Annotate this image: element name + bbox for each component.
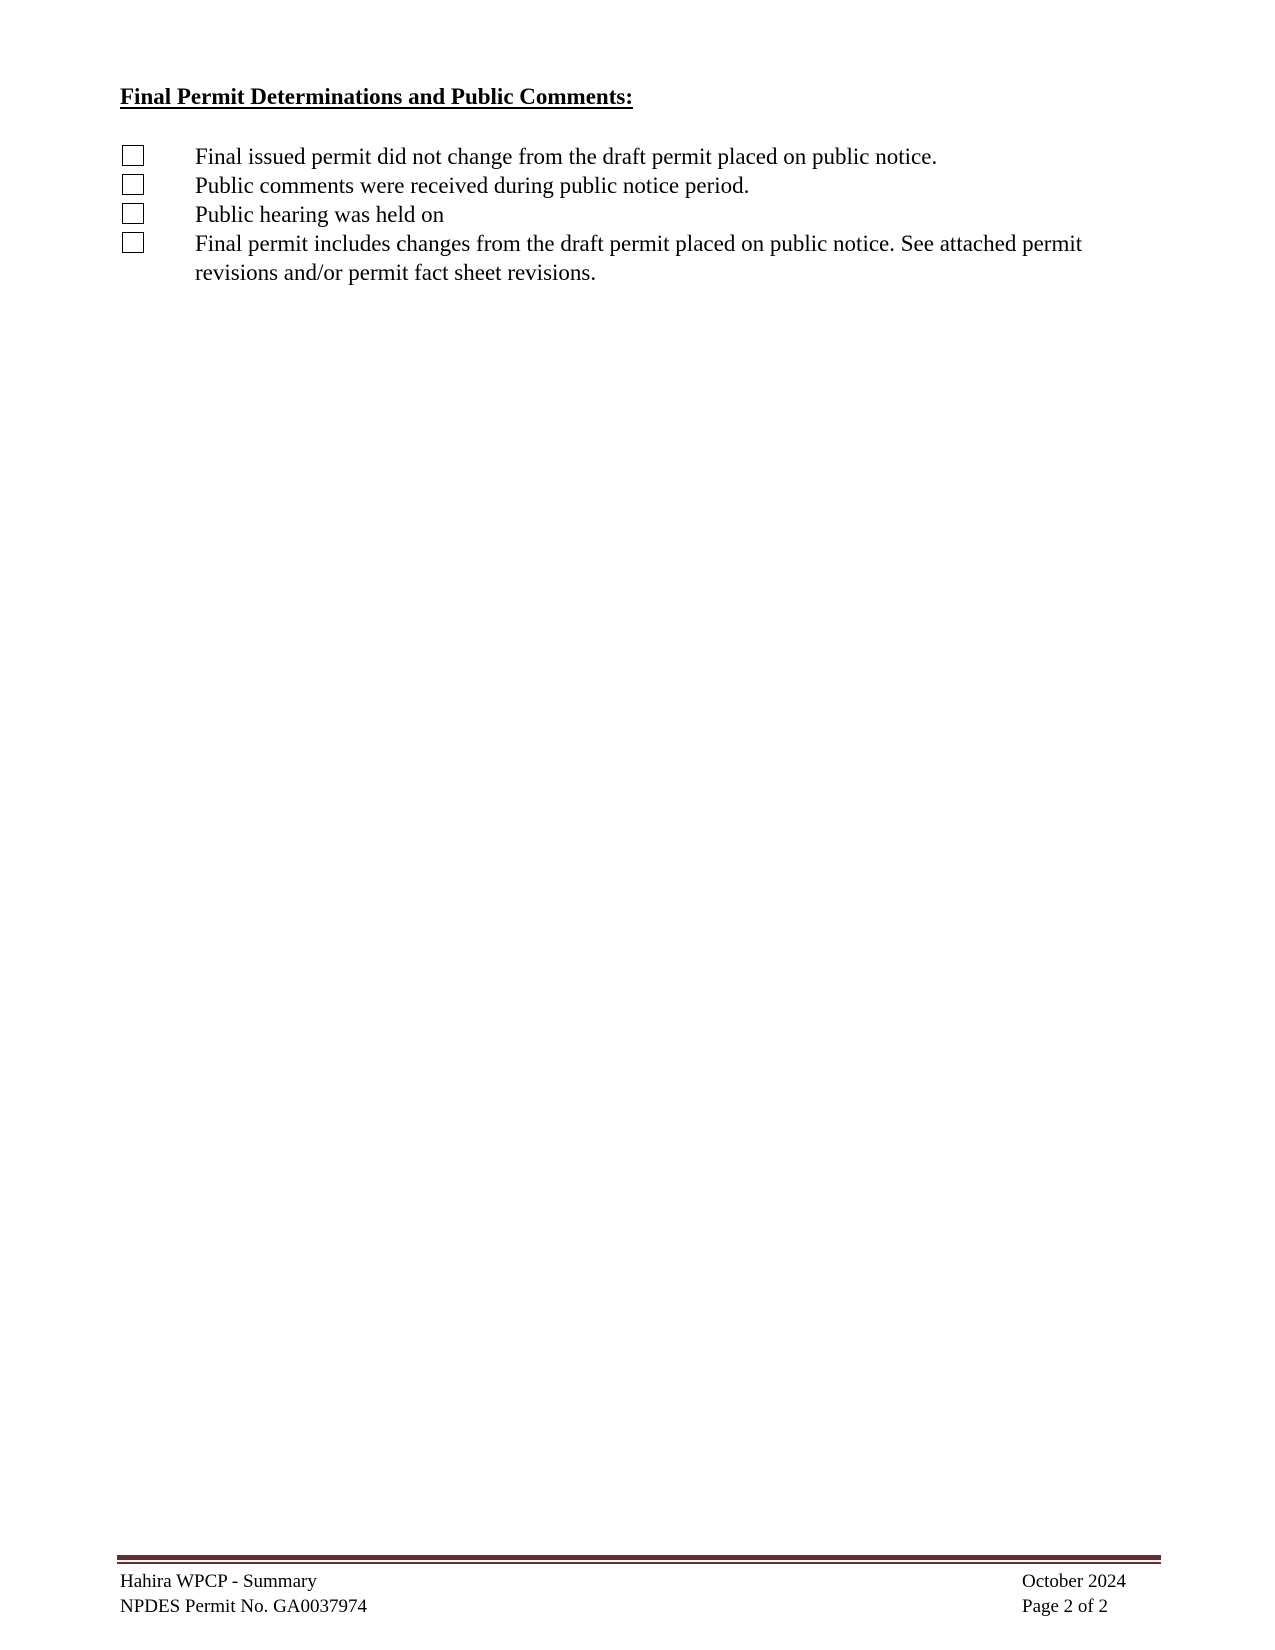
checkbox[interactable] xyxy=(122,145,144,166)
checklist-item-text: Public comments were received during public notice period. xyxy=(195,173,750,198)
checklist-item-text: Final permit includes changes from the draft permit placed on public notice. See attached permit revisions and/or permit fact sheet revisions. xyxy=(195,231,1083,285)
determinations-checklist xyxy=(120,142,1170,287)
checklist-item-text: Public hearing was held on xyxy=(195,202,445,227)
checklist-item xyxy=(120,142,1170,171)
footer-divider-thin xyxy=(117,1562,1161,1564)
checkbox[interactable] xyxy=(122,174,144,195)
footer-right xyxy=(1022,1569,1126,1619)
checklist-item-text: Final issued permit did not change from the draft permit placed on public notice. xyxy=(195,144,938,169)
footer-document-title: Hahira WPCP - Summary xyxy=(120,1571,317,1592)
checkbox[interactable] xyxy=(122,232,144,253)
checklist-item xyxy=(120,229,1170,287)
section-heading: Final Permit Determinations and Public Comments: xyxy=(120,84,633,109)
footer-divider xyxy=(117,1555,1161,1560)
footer-permit-number: NPDES Permit No. GA0037974 xyxy=(120,1596,368,1617)
footer-page-number: Page 2 of 2 xyxy=(1022,1596,1109,1617)
footer-left xyxy=(120,1569,367,1619)
checkbox[interactable] xyxy=(122,203,144,224)
checklist-item xyxy=(120,171,1170,200)
checklist-item xyxy=(120,200,1170,229)
footer-date: October 2024 xyxy=(1022,1571,1126,1592)
